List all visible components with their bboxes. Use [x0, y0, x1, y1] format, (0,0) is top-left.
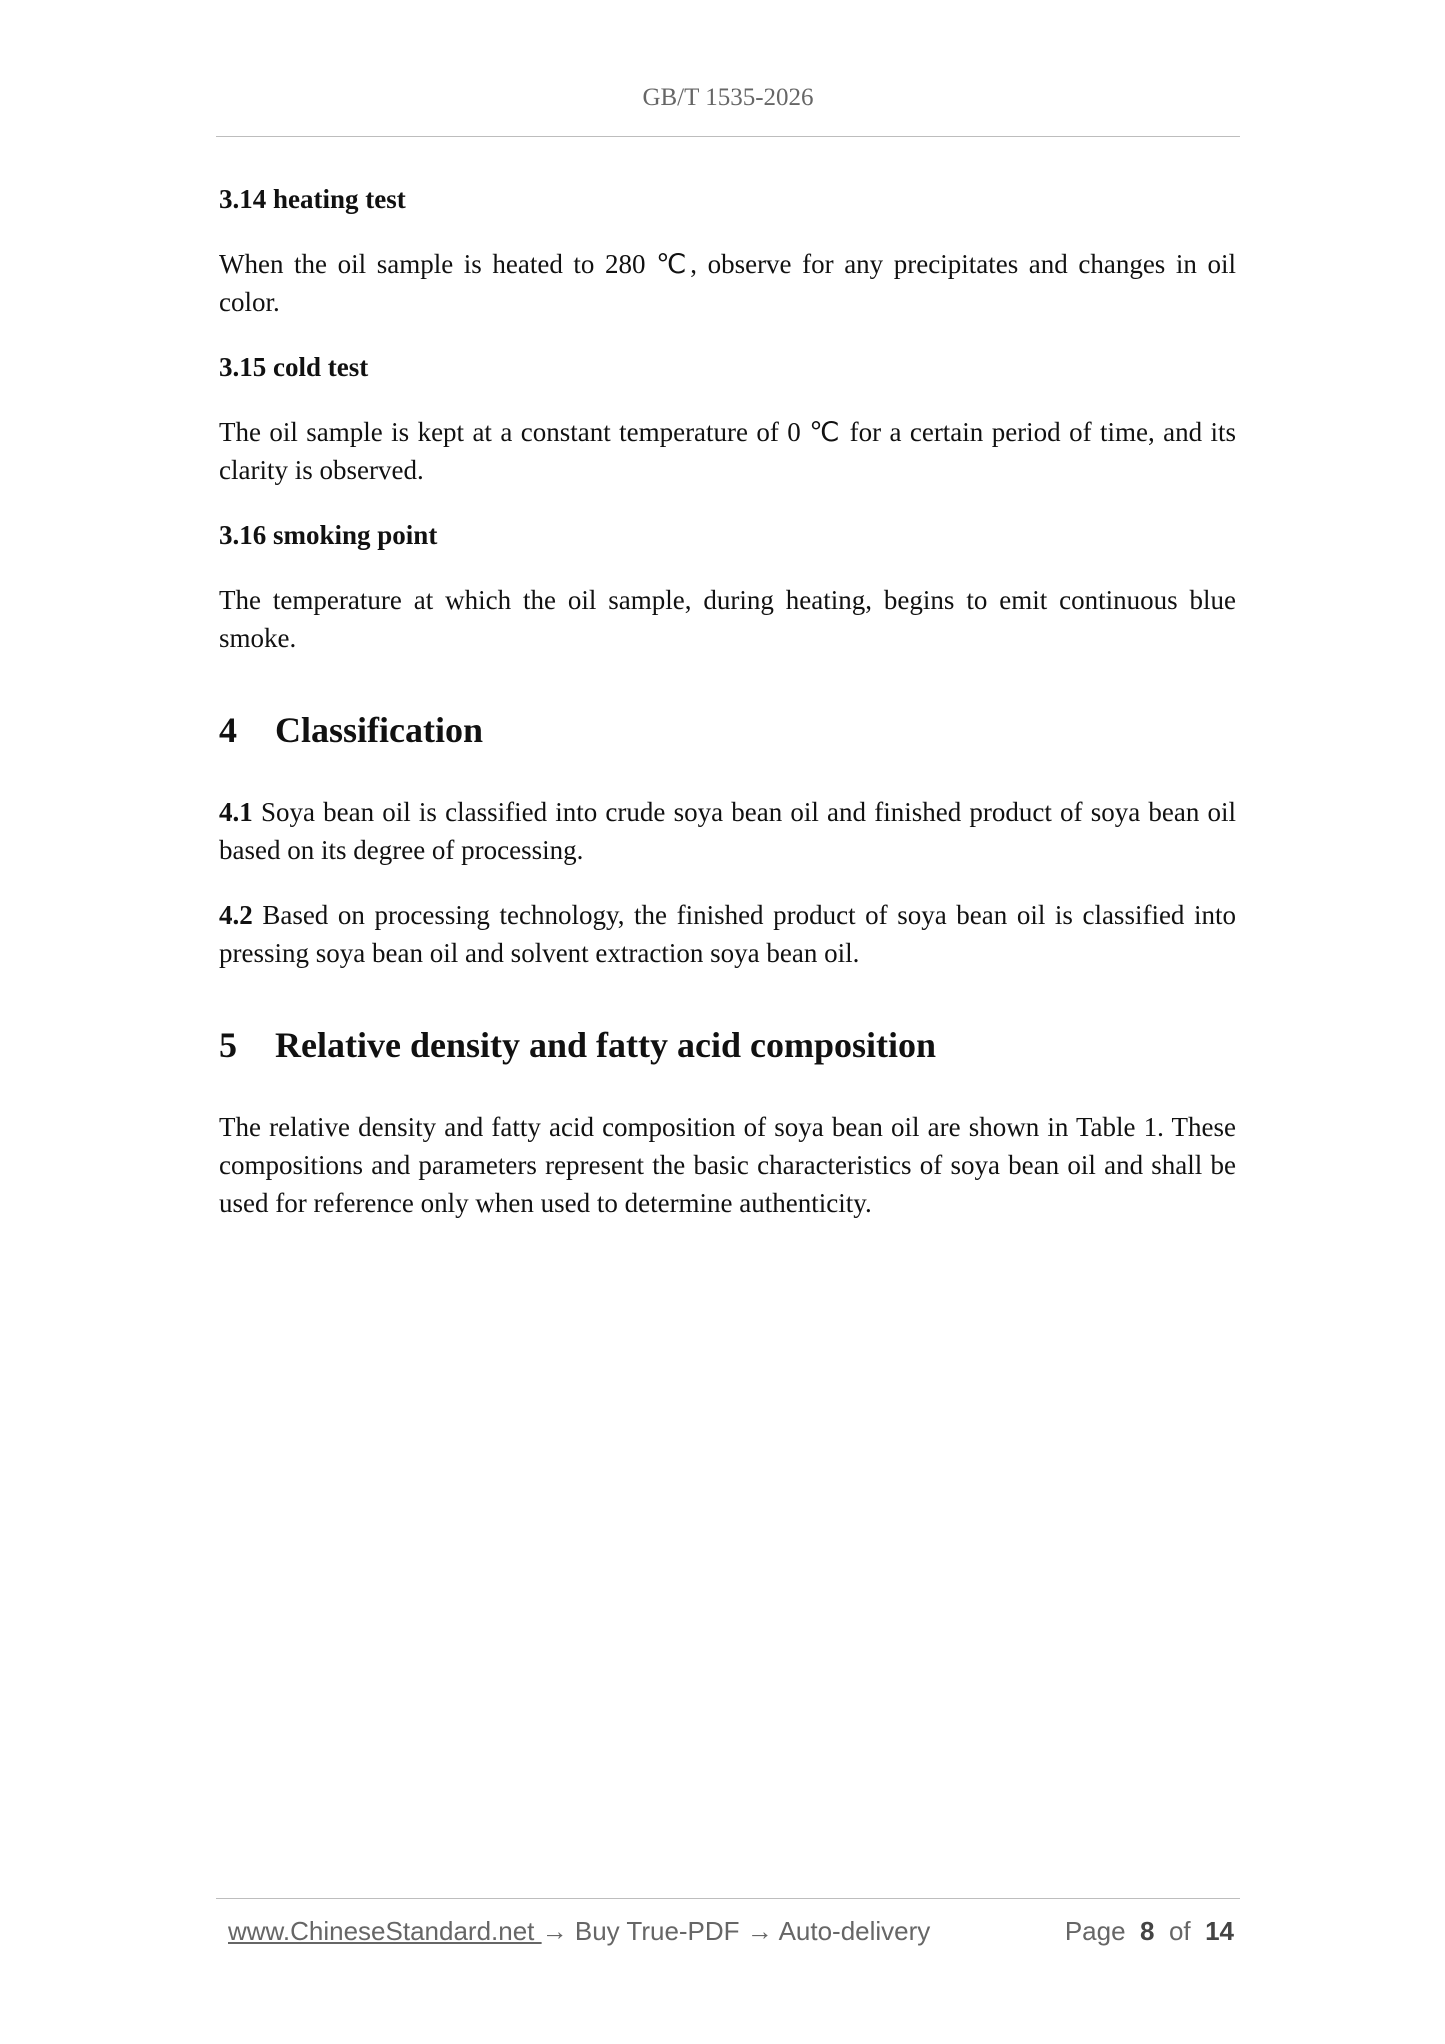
footer-divider: [216, 1898, 1240, 1899]
clause-text: Based on processing technology, the finished product of soya bean oil is classified into pressing soya bean oil and solvent extraction soya bean oil.: [219, 900, 1236, 968]
term-title-cold-test: 3.15 cold test: [219, 352, 369, 382]
section-number: 4: [219, 710, 237, 750]
arrow-right-icon: →: [541, 1916, 568, 1946]
term-title-heating-test: 3.14 heating test: [219, 184, 406, 214]
page-footer: [228, 1916, 1234, 1947]
section-heading-relative-density: [219, 1022, 1236, 1068]
arrow-right-icon: →: [746, 1916, 773, 1946]
clause-4-2: [219, 896, 1236, 972]
section-heading-classification: [219, 707, 1236, 753]
of-label: of: [1168, 1916, 1191, 1946]
clause-number: 4.2: [219, 900, 253, 930]
auto-delivery-text: Auto-delivery: [772, 1916, 931, 1946]
page-total: 14: [1205, 1916, 1234, 1946]
section-5-paragraph: The relative density and fatty acid composition of soya bean oil are shown in Table 1. These compositions and parameters represent the basic characteristics of soya bean oil and shall be used for reference only when used to determine authenticity.: [219, 1112, 1236, 1218]
clause-text: Soya bean oil is classified into crude soya bean oil and finished product of soya bean oil based on its degree of processing.: [219, 797, 1237, 865]
section-number: 5: [219, 1025, 237, 1065]
page-counter: [1065, 1916, 1234, 1947]
website-link[interactable]: www.ChineseStandard.net: [228, 1916, 542, 1946]
buy-pdf-text: Buy True-PDF: [567, 1916, 747, 1946]
term-definition-smoking-point: The temperature at which the oil sample, during heating, begins to emit continuous blue smoke.: [219, 585, 1236, 653]
term-definition-heating-test: When the oil sample is heated to 280 ℃, observe for any precipitates and changes in oil color.: [219, 249, 1236, 317]
page-current: 8: [1140, 1916, 1155, 1946]
term-title-smoking-point: 3.16 smoking point: [219, 520, 438, 550]
footer-links: [228, 1916, 930, 1946]
page-label: Page: [1064, 1916, 1126, 1946]
section-title: Classification: [275, 710, 484, 750]
page-header: GB/T 1535-2026: [642, 84, 814, 111]
page-content: [219, 180, 1236, 1249]
clause-4-1: [219, 793, 1236, 869]
header-divider: [216, 136, 1240, 137]
section-title: Relative density and fatty acid composition: [275, 1025, 936, 1065]
term-definition-cold-test: The oil sample is kept at a constant temperature of 0 ℃ for a certain period of time, and its clarity is observed.: [219, 417, 1236, 485]
clause-number: 4.1: [219, 797, 253, 827]
